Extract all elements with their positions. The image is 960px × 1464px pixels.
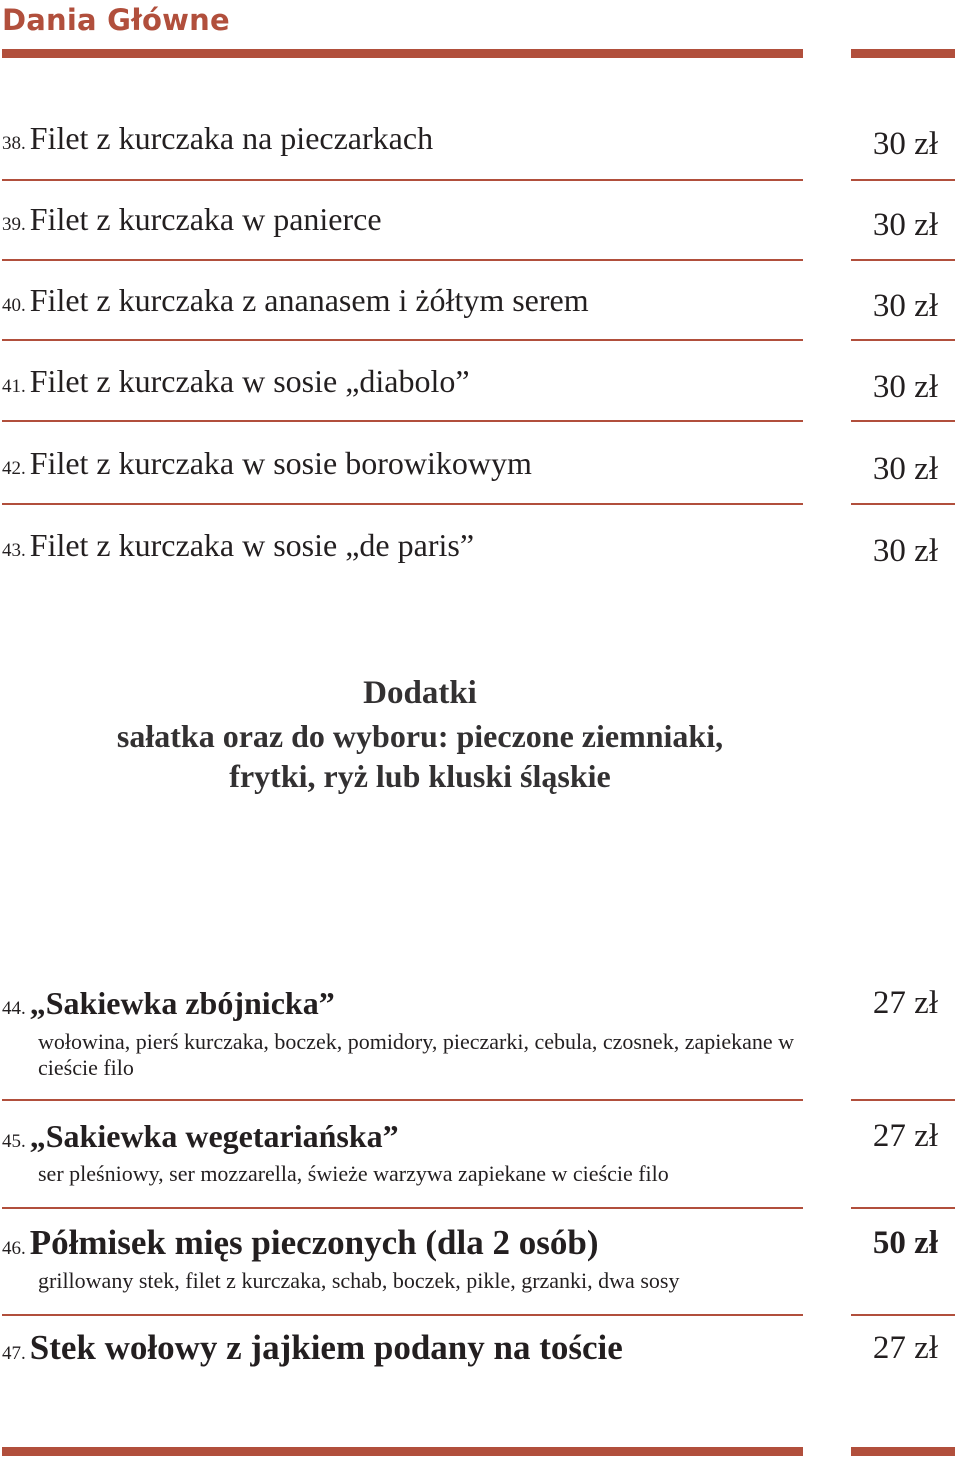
dish-price: 30 zł (872, 207, 938, 243)
dish-number: 41. (2, 376, 26, 397)
row-divider-right (851, 1314, 955, 1316)
addons-line-2: frytki, ryż lub kluski śląskie (229, 758, 611, 794)
dish-description: wołowina, pierś kurczaka, boczek, pomidory, pieczarki, cebula, czosnek, zapiekane w cieście filo (38, 1029, 795, 1080)
dish-name: Filet z kurczaka na pieczarkach (29, 120, 434, 156)
dish-price: 30 zł (872, 533, 938, 569)
dish-price: 27 zł (872, 1330, 938, 1366)
bottom-divider-right (851, 1447, 955, 1456)
row-divider-right (851, 1099, 955, 1101)
row-divider-right (851, 339, 955, 341)
row-divider-right (851, 179, 955, 181)
row-divider-left (2, 1099, 803, 1101)
dish-45 (2, 1116, 399, 1163)
dish-number: 40. (2, 295, 26, 316)
addons-block (20, 670, 820, 796)
dish-price: 30 zł (872, 451, 938, 487)
dish-number: 44. (2, 998, 26, 1019)
dish-name: Półmisek mięs pieczonych (dla 2 osób) (29, 1223, 599, 1262)
dish-price: 50 zł (872, 1225, 938, 1261)
dish-46 (2, 1223, 598, 1270)
dish-39 (2, 199, 382, 246)
addons-heading: Dodatki (363, 675, 477, 711)
dish-name: „Sakiewka zbójnicka” (29, 985, 335, 1021)
dish-price: 30 zł (872, 369, 938, 405)
row-divider-right (851, 503, 955, 505)
row-divider-right (851, 1207, 955, 1209)
dish-name: Filet z kurczaka z ananasem i żółtym serem (29, 282, 589, 318)
top-divider-right (851, 49, 955, 58)
dish-price: 30 zł (872, 126, 938, 162)
row-divider-right (851, 420, 955, 422)
dish-42 (2, 443, 532, 490)
row-divider-left (2, 259, 803, 261)
row-divider-left (2, 1314, 803, 1316)
row-divider-left (2, 420, 803, 422)
dish-name: Filet z kurczaka w sosie „de paris” (29, 527, 475, 563)
dish-price: 30 zł (872, 288, 938, 324)
dish-number: 42. (2, 458, 26, 479)
addons-line-1: sałatka oraz do wyboru: pieczone ziemniaki, (116, 718, 724, 754)
dish-name: Filet z kurczaka w sosie „diabolo” (29, 363, 470, 399)
dish-number: 43. (2, 540, 26, 561)
row-divider-left (2, 503, 803, 505)
row-divider-left (2, 339, 803, 341)
dish-price: 27 zł (872, 985, 938, 1021)
dish-40 (2, 280, 589, 327)
dish-number: 46. (2, 1238, 26, 1259)
row-divider-right (851, 259, 955, 261)
section-title: Dania Główne (2, 3, 230, 37)
dish-description: grillowany stek, filet z kurczaka, schab, boczek, pikle, grzanki, dwa sosy (38, 1268, 680, 1293)
dish-number: 39. (2, 214, 26, 235)
dish-number: 47. (2, 1343, 26, 1364)
dish-price: 27 zł (872, 1118, 938, 1154)
dish-name: „Sakiewka wegetariańska” (29, 1118, 399, 1154)
dish-description: ser pleśniowy, ser mozzarella, świeże warzywa zapiekane w cieście filo (38, 1161, 669, 1186)
dish-name: Filet z kurczaka w panierce (29, 201, 382, 237)
row-divider-left (2, 1207, 803, 1209)
dish-43 (2, 525, 474, 572)
row-divider-left (2, 179, 803, 181)
dish-47 (2, 1328, 623, 1375)
dish-name: Filet z kurczaka w sosie borowikowym (29, 445, 532, 481)
dish-number: 38. (2, 133, 26, 154)
dish-44 (2, 983, 335, 1030)
dish-38 (2, 118, 433, 165)
dish-41 (2, 361, 470, 408)
top-divider-left (2, 49, 803, 58)
dish-number: 45. (2, 1131, 26, 1152)
bottom-divider-left (2, 1447, 803, 1456)
dish-name: Stek wołowy z jajkiem podany na toście (29, 1328, 623, 1367)
